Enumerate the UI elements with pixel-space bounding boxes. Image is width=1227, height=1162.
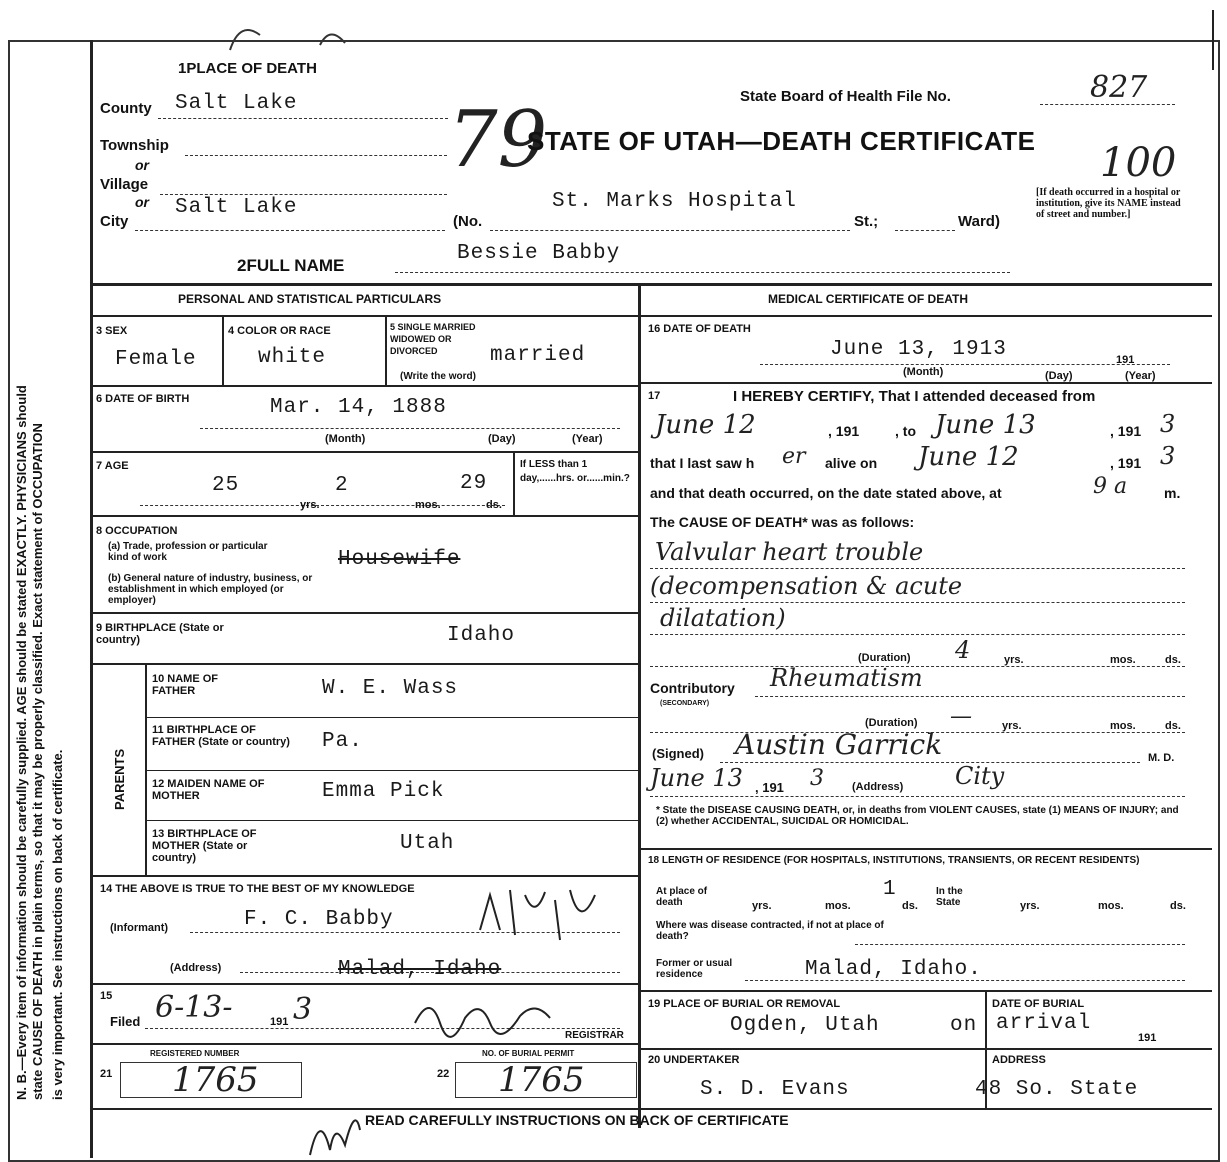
secondary-label: (SECONDARY) bbox=[660, 700, 710, 707]
to-label: , to bbox=[895, 423, 916, 439]
color-value: white bbox=[258, 346, 327, 369]
burial-date-label: DATE OF BURIAL bbox=[992, 998, 1085, 1010]
contrib-duration-label: (Duration) bbox=[865, 717, 918, 729]
cause-duration-value: 4 bbox=[955, 636, 971, 664]
city-value: Salt Lake bbox=[175, 196, 298, 219]
no-label: (No. bbox=[453, 213, 483, 230]
certify-text: I HEREBY CERTIFY, That I attended deceased from bbox=[733, 388, 1096, 405]
cause-footnote: * State the DISEASE CAUSING DEATH, or, in deaths from VIOLENT CAUSES, state (1) MEANS OF INJURY; and (2) whether ACCIDENTAL, SUICIDAL OR HOMICIDAL. bbox=[656, 805, 1179, 827]
medical-section-title: MEDICAL CERTIFICATE OF DEATH bbox=[768, 292, 968, 306]
signed-label: (Signed) bbox=[652, 746, 704, 761]
in-state-label: In the State bbox=[936, 886, 963, 908]
father-birthplace-label: 11 BIRTHPLACE OF FATHER (State or country) bbox=[152, 724, 290, 748]
res-mos-label: mos. bbox=[825, 900, 851, 912]
undertaker-label: 20 UNDERTAKER bbox=[648, 1054, 740, 1066]
age-ds-label: ds. bbox=[486, 499, 502, 511]
sidebar-note-3: is very important. See instructions on back of certificate. bbox=[50, 749, 65, 1100]
certify-number: 17 bbox=[648, 390, 661, 402]
cause-mos-label: mos. bbox=[1110, 654, 1136, 666]
burial-year: 191 bbox=[1138, 1032, 1157, 1044]
mother-value: Emma Pick bbox=[322, 780, 445, 803]
birthplace-label: 9 BIRTHPLACE (State or country) bbox=[96, 622, 224, 646]
occupation-label: 8 OCCUPATION bbox=[96, 525, 178, 537]
father-label: 10 NAME OF FATHER bbox=[152, 673, 219, 697]
registrar-signature bbox=[410, 988, 570, 1038]
reg-num-value: 1765 bbox=[172, 1060, 259, 1100]
burial-permit-label: NO. OF BURIAL PERMIT bbox=[482, 1049, 575, 1058]
signed-address-label: (Address) bbox=[852, 781, 904, 793]
village-label: Village bbox=[100, 176, 149, 193]
res-yrs-label: yrs. bbox=[752, 900, 772, 912]
burial-date-value: arrival bbox=[996, 1012, 1092, 1035]
burial-permit-index: 22 bbox=[437, 1068, 450, 1080]
signed-date-year-digit: 3 bbox=[810, 766, 824, 791]
undertaker-address-value: 48 So. State bbox=[975, 1078, 1139, 1101]
mother-birthplace-value: Utah bbox=[400, 832, 455, 855]
death-time: 9 a bbox=[1093, 474, 1128, 499]
margin-scribble bbox=[300, 1100, 370, 1160]
dob-day-label: (Day) bbox=[488, 433, 516, 445]
former-residence-value: Malad, Idaho. bbox=[805, 958, 982, 981]
cause-line-3: dilatation) bbox=[660, 604, 786, 632]
contrib-mos-label: mos. bbox=[1110, 720, 1136, 732]
registrar-label: REGISTRAR bbox=[565, 1030, 624, 1041]
dob-label: 6 DATE OF BIRTH bbox=[96, 393, 190, 405]
undertaker-value: S. D. Evans bbox=[700, 1078, 850, 1101]
last-saw-year: , 191 bbox=[1110, 455, 1142, 471]
last-saw-text: that I last saw h bbox=[650, 455, 755, 471]
cause-line-2: (decompensation & acute bbox=[650, 572, 963, 600]
filed-label: Filed bbox=[110, 1014, 141, 1029]
contrib-yrs-label: yrs. bbox=[1002, 720, 1022, 732]
age-yrs-label: yrs. bbox=[300, 499, 320, 511]
res-ds-label: ds. bbox=[902, 900, 918, 912]
dob-month-label: (Month) bbox=[325, 433, 366, 445]
marital-labels: 5 SINGLE MARRIED WIDOWED OR DIVORCED bbox=[390, 322, 476, 356]
death-occurred-text: and that death occurred, on the date stated above, at bbox=[650, 485, 1002, 501]
filed-year-prefix: 191 bbox=[270, 1016, 289, 1028]
page-edge bbox=[1212, 10, 1214, 70]
st-label: St.; bbox=[854, 213, 879, 230]
mother-birthplace-label: 13 BIRTHPLACE OF MOTHER (State or country) bbox=[152, 828, 257, 864]
handwritten-number: 100 bbox=[1100, 140, 1177, 186]
at-place-value: 1 bbox=[883, 878, 897, 901]
marital-write: (Write the word) bbox=[400, 371, 476, 382]
contrib-duration-dash: — bbox=[950, 704, 972, 729]
stamp-number: 79 bbox=[448, 95, 548, 185]
filed-number: 15 bbox=[100, 990, 113, 1002]
file-no-value: 827 bbox=[1090, 70, 1148, 105]
reg-num-label: REGISTERED NUMBER bbox=[150, 1049, 240, 1058]
header-divider bbox=[90, 283, 1212, 286]
contrib-ds-label: ds. bbox=[1165, 720, 1181, 732]
place-of-death-label: 1PLACE OF DEATH bbox=[178, 60, 317, 77]
left-margin-rule bbox=[90, 40, 93, 1158]
dob-value: Mar. 14, 1888 bbox=[270, 396, 447, 419]
cause-line-1: Valvular heart trouble bbox=[655, 538, 924, 566]
informant-address-label: (Address) bbox=[170, 962, 222, 974]
dob-year-label: (Year) bbox=[572, 433, 603, 445]
parents-label: PARENTS bbox=[112, 748, 127, 810]
attended-to-year: , 191 bbox=[1110, 423, 1142, 439]
last-saw-year-digit: 3 bbox=[1160, 442, 1176, 470]
marital-value: married bbox=[490, 344, 586, 367]
knowledge-label: 14 THE ABOVE IS TRUE TO THE BEST OF MY KNOWLEDGE bbox=[100, 883, 415, 895]
informant-address-value: Malad, Idaho bbox=[338, 958, 502, 981]
attended-to: June 13 bbox=[935, 410, 1036, 440]
informant-value: F. C. Babby bbox=[244, 908, 394, 931]
signed-date-year: , 191 bbox=[755, 780, 784, 795]
top-corner-mark bbox=[220, 15, 360, 55]
sidebar-note-1: N. B.—Every item of information should be carefully supplied. AGE should be stated EXACTLY. PHYSICIANS should bbox=[14, 385, 29, 1100]
mother-label: 12 MAIDEN NAME OF MOTHER bbox=[152, 778, 265, 802]
burial-value: Ogden, Utah bbox=[730, 1014, 880, 1037]
occupation-b: (b) General nature of industry, business, or establishment in which employed (or employer) bbox=[108, 573, 313, 606]
age-label: 7 AGE bbox=[96, 460, 129, 472]
burial-permit-value: 1765 bbox=[498, 1060, 585, 1100]
state-mos-label: mos. bbox=[1098, 900, 1124, 912]
informant-label: (Informant) bbox=[110, 922, 169, 934]
signed-date: June 13 bbox=[650, 764, 743, 792]
attended-from-year: , 191 bbox=[828, 423, 860, 439]
full-name-label: 2FULL NAME bbox=[237, 256, 345, 275]
occupation-value: Housewife bbox=[338, 548, 461, 571]
cause-label: The CAUSE OF DEATH* was as follows: bbox=[650, 514, 915, 530]
cause-ds-label: ds. bbox=[1165, 654, 1181, 666]
ward-label: Ward) bbox=[958, 213, 1000, 230]
age-years: 25 bbox=[212, 474, 240, 497]
date-of-death-label: 16 DATE OF DEATH bbox=[648, 323, 751, 335]
county-label: County bbox=[100, 100, 152, 117]
burial-label: 19 PLACE OF BURIAL OR REMOVAL bbox=[648, 998, 841, 1010]
reg-num-index: 21 bbox=[100, 1068, 113, 1080]
personal-section-title: PERSONAL AND STATISTICAL PARTICULARS bbox=[178, 292, 442, 306]
sex-value: Female bbox=[115, 348, 197, 371]
at-place-label: At place of death bbox=[656, 886, 708, 908]
contributory-label: Contributory bbox=[650, 680, 735, 696]
last-saw-date: June 12 bbox=[918, 442, 1019, 472]
state-yrs-label: yrs. bbox=[1020, 900, 1040, 912]
color-label: 4 COLOR OR RACE bbox=[228, 325, 331, 337]
institution-note: [If death occurred in a hospital or institution, give its NAME instead of street and number.] bbox=[1036, 187, 1181, 220]
certificate-title: STATE OF UTAH—DEATH CERTIFICATE bbox=[527, 126, 1036, 156]
contracted-label: Where was disease contracted, if not at place of death? bbox=[656, 920, 884, 942]
hospital-value: St. Marks Hospital bbox=[552, 190, 797, 213]
signed-value: Austin Garrick bbox=[735, 728, 943, 761]
contributory-value: Rheumatism bbox=[770, 664, 923, 692]
alive-on-label: alive on bbox=[825, 455, 878, 471]
undertaker-address-label: ADDRESS bbox=[992, 1054, 1046, 1066]
informant-signature bbox=[470, 880, 620, 950]
sex-label: 3 SEX bbox=[96, 325, 128, 337]
last-saw-her: er bbox=[782, 444, 806, 469]
cause-yrs-label: yrs. bbox=[1004, 654, 1024, 666]
death-day-label: (Day) bbox=[1045, 370, 1073, 382]
attended-year-digit-1: 3 bbox=[1160, 410, 1176, 438]
burial-on: on bbox=[950, 1014, 978, 1037]
residence-label: 18 LENGTH OF RESIDENCE (FOR HOSPITALS, INSTITUTIONS, TRANSIENTS, OR RECENT RESIDENTS) bbox=[648, 855, 1140, 866]
m-label: m. bbox=[1164, 485, 1181, 501]
former-residence-label: Former or usual residence bbox=[656, 958, 733, 980]
file-no-label: State Board of Health File No. bbox=[740, 88, 951, 105]
if-less-note: If LESS than 1 day,......hrs. or......min.? bbox=[520, 459, 630, 484]
md-label: M. D. bbox=[1148, 752, 1175, 764]
footer-instructions: READ CAREFULLY INSTRUCTIONS ON BACK OF CERTIFICATE bbox=[365, 1112, 789, 1128]
age-mos-label: mos. bbox=[415, 499, 441, 511]
death-year-label: (Year) bbox=[1125, 370, 1156, 382]
township-label: Township bbox=[100, 137, 169, 154]
or-label-2: or bbox=[135, 194, 149, 210]
city-label: City bbox=[100, 213, 129, 230]
filed-year-suffix: 3 bbox=[293, 992, 313, 1027]
or-label-1: or bbox=[135, 157, 149, 173]
state-ds-label: ds. bbox=[1170, 900, 1186, 912]
cause-duration-label: (Duration) bbox=[858, 652, 911, 664]
father-birthplace-value: Pa. bbox=[322, 730, 363, 753]
birthplace-value: Idaho bbox=[447, 624, 516, 647]
full-name-value: Bessie Babby bbox=[457, 242, 621, 265]
county-value: Salt Lake bbox=[175, 92, 298, 115]
attended-from: June 12 bbox=[655, 410, 756, 440]
age-days: 29 bbox=[460, 472, 488, 495]
father-value: W. E. Wass bbox=[322, 677, 459, 700]
age-months: 2 bbox=[335, 474, 349, 497]
occupation-a: (a) Trade, profession or particular kind of work bbox=[108, 541, 268, 563]
filed-value: 6-13- bbox=[155, 990, 233, 1025]
sidebar-note-2: state CAUSE OF DEATH in plain terms, so that it may be properly classified. Exact statement of OCCUPATION bbox=[30, 423, 45, 1100]
death-month-label: (Month) bbox=[903, 366, 944, 378]
signed-address-value: City bbox=[955, 762, 1005, 790]
date-of-death-year-prefix: 191 bbox=[1116, 354, 1135, 366]
center-divider bbox=[638, 283, 641, 1128]
date-of-death-value: June 13, 1913 bbox=[830, 338, 1007, 361]
